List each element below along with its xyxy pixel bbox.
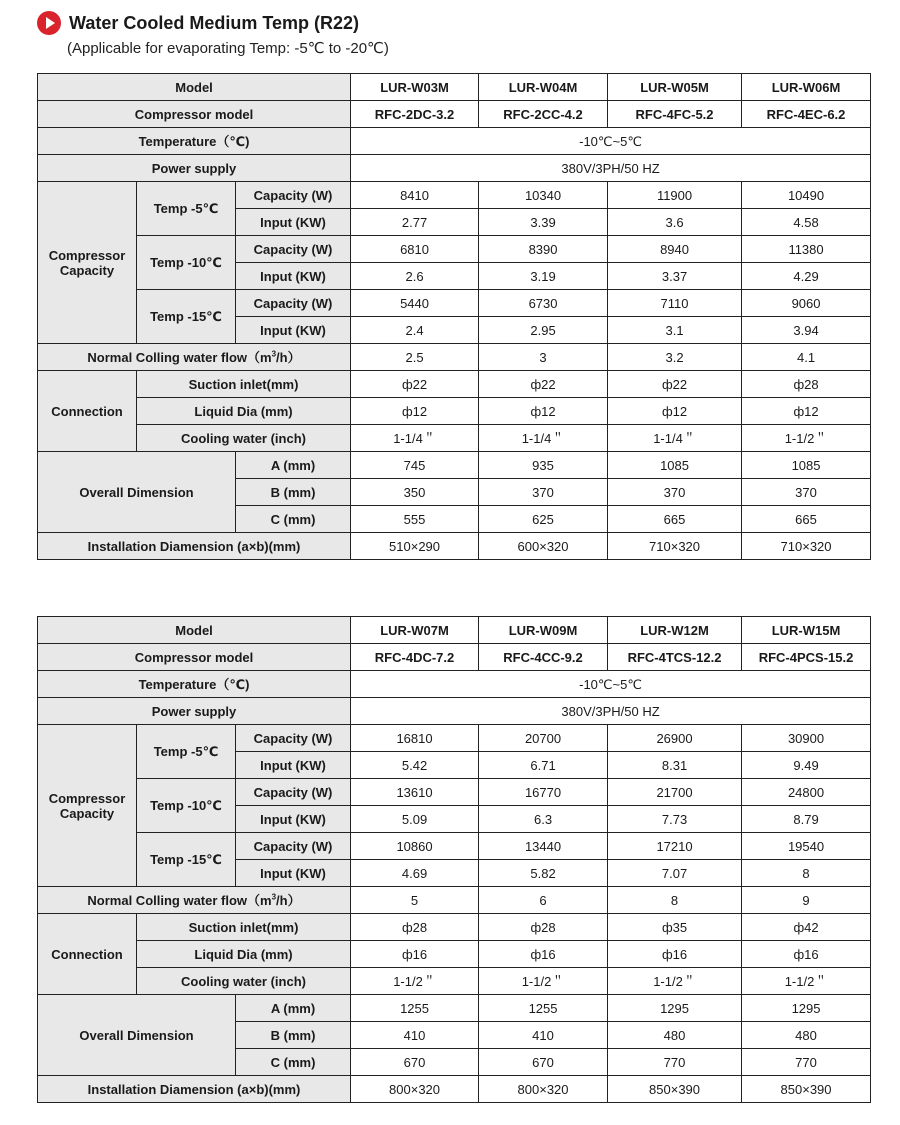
dimension-c-cell: 770 — [742, 1049, 871, 1076]
power-supply-value: 380V/3PH/50 HZ — [351, 155, 871, 182]
dimension-a-cell: 745 — [351, 452, 479, 479]
label-cooling-water: Cooling water (inch) — [137, 425, 351, 452]
input-cell: 3.1 — [608, 317, 742, 344]
capacity-m15-row — [38, 833, 871, 860]
water-flow-text: Normal Colling water flow（m — [87, 349, 272, 365]
input-cell: 5.09 — [351, 806, 479, 833]
compressor-model-row — [38, 644, 871, 671]
suction-cell: ф22 — [608, 371, 742, 398]
input-cell: 3.6 — [608, 209, 742, 236]
label-input-kw: Input (KW) — [236, 209, 351, 236]
model-name-cell: LUR-W09M — [479, 617, 608, 644]
capacity-cell: 10860 — [351, 833, 479, 860]
dimension-b-cell: 370 — [479, 479, 608, 506]
input-cell: 8.31 — [608, 752, 742, 779]
cooling-water-cell: 1-1/4＂ — [351, 425, 479, 452]
label-connection: Connection — [38, 914, 137, 995]
dimension-b-cell: 370 — [742, 479, 871, 506]
dimension-c-cell: 665 — [608, 506, 742, 533]
capacity-cell: 13440 — [479, 833, 608, 860]
page-subtitle: (Applicable for evaporating Temp: -5℃ to -20℃) — [67, 40, 389, 57]
water-flow-cell: 3.2 — [608, 344, 742, 371]
temperature-value: -10℃~5℃ — [351, 128, 871, 155]
dimension-a-cell: 1295 — [742, 995, 871, 1022]
temperature-row — [38, 128, 871, 155]
liquid-dia-cell: ф16 — [351, 941, 479, 968]
suction-row — [38, 914, 871, 941]
spec-table-2 — [37, 616, 871, 1103]
compressor-model-cell: RFC-4FC-5.2 — [608, 101, 742, 128]
label-capacity-w: Capacity (W) — [236, 779, 351, 806]
compressor-model-cell: RFC-2CC-4.2 — [479, 101, 608, 128]
dimension-c-cell: 555 — [351, 506, 479, 533]
installation-cell: 850×390 — [742, 1076, 871, 1103]
input-cell: 5.82 — [479, 860, 608, 887]
label-capacity-w: Capacity (W) — [236, 290, 351, 317]
label-input-kw: Input (KW) — [236, 806, 351, 833]
label-liquid-dia: Liquid Dia (mm) — [137, 398, 351, 425]
suction-cell: ф22 — [479, 371, 608, 398]
water-flow-cell: 3 — [479, 344, 608, 371]
model-name-cell: LUR-W05M — [608, 74, 742, 101]
label-overall-dimension: Overall Dimension — [38, 452, 236, 533]
input-cell: 8.79 — [742, 806, 871, 833]
water-flow-superscript: 3 — [271, 349, 277, 359]
label-input-kw: Input (KW) — [236, 752, 351, 779]
label-capacity-w: Capacity (W) — [236, 182, 351, 209]
model-name-cell: LUR-W12M — [608, 617, 742, 644]
label-model: Model — [38, 74, 351, 101]
model-name-cell: LUR-W07M — [351, 617, 479, 644]
input-cell: 3.39 — [479, 209, 608, 236]
power-supply-row — [38, 155, 871, 182]
capacity-cell: 8410 — [351, 182, 479, 209]
label-capacity-w: Capacity (W) — [236, 833, 351, 860]
capacity-cell: 9060 — [742, 290, 871, 317]
suction-row — [38, 371, 871, 398]
capacity-m10-row — [38, 779, 871, 806]
input-cell: 2.6 — [351, 263, 479, 290]
label-power-supply: Power supply — [38, 155, 351, 182]
label-dim-a: A (mm) — [236, 452, 351, 479]
dimension-a-cell: 935 — [479, 452, 608, 479]
capacity-cell: 13610 — [351, 779, 479, 806]
liquid-dia-cell: ф12 — [608, 398, 742, 425]
label-capacity-w: Capacity (W) — [236, 725, 351, 752]
liquid-row — [38, 398, 871, 425]
label-temp-m5: Temp -5℃ — [137, 725, 236, 779]
dimension-b-cell: 370 — [608, 479, 742, 506]
spec-table-1 — [37, 73, 871, 560]
installation-row — [38, 1076, 871, 1103]
input-cell: 2.4 — [351, 317, 479, 344]
label-model: Model — [38, 617, 351, 644]
dimension-c-cell: 665 — [742, 506, 871, 533]
capacity-m5-row — [38, 725, 871, 752]
capacity-m15-row — [38, 290, 871, 317]
water-flow-unit: /h） — [276, 349, 301, 365]
dimension-c-cell: 625 — [479, 506, 608, 533]
model-name-cell: LUR-W06M — [742, 74, 871, 101]
capacity-cell: 11900 — [608, 182, 742, 209]
installation-cell: 510×290 — [351, 533, 479, 560]
cooling-water-cell: 1-1/2＂ — [479, 968, 608, 995]
installation-cell: 800×320 — [479, 1076, 608, 1103]
compressor-model-cell: RFC-4EC-6.2 — [742, 101, 871, 128]
dimension-b-cell: 480 — [742, 1022, 871, 1049]
dimension-a-cell: 1255 — [479, 995, 608, 1022]
model-row — [38, 617, 871, 644]
label-water-flow — [38, 887, 351, 914]
label-dim-c: C (mm) — [236, 506, 351, 533]
label-water-flow — [38, 344, 351, 371]
label-temp-m10: Temp -10℃ — [137, 236, 236, 290]
input-cell: 2.77 — [351, 209, 479, 236]
input-cell: 7.73 — [608, 806, 742, 833]
compressor-model-cell: RFC-4CC-9.2 — [479, 644, 608, 671]
input-cell: 8 — [742, 860, 871, 887]
label-suction-inlet: Suction inlet(mm) — [137, 914, 351, 941]
title-row — [37, 10, 867, 36]
suction-cell: ф28 — [351, 914, 479, 941]
compressor-model-cell: RFC-2DC-3.2 — [351, 101, 479, 128]
label-connection: Connection — [38, 371, 137, 452]
input-cell: 3.94 — [742, 317, 871, 344]
label-dim-b: B (mm) — [236, 479, 351, 506]
power-supply-value: 380V/3PH/50 HZ — [351, 698, 871, 725]
play-icon — [37, 11, 61, 35]
water-flow-cell: 9 — [742, 887, 871, 914]
label-overall-dimension: Overall Dimension — [38, 995, 236, 1076]
compressor-model-cell: RFC-4TCS-12.2 — [608, 644, 742, 671]
input-cell: 2.95 — [479, 317, 608, 344]
input-cell: 6.71 — [479, 752, 608, 779]
dimension-b-cell: 410 — [351, 1022, 479, 1049]
suction-cell: ф28 — [742, 371, 871, 398]
liquid-dia-cell: ф16 — [479, 941, 608, 968]
input-cell: 9.49 — [742, 752, 871, 779]
dimension-b-cell: 410 — [479, 1022, 608, 1049]
capacity-cell: 16770 — [479, 779, 608, 806]
page-header — [37, 10, 867, 57]
power-supply-row — [38, 698, 871, 725]
label-temp-m15: Temp -15℃ — [137, 290, 236, 344]
capacity-cell: 24800 — [742, 779, 871, 806]
temperature-value: -10℃~5℃ — [351, 671, 871, 698]
dimension-a-cell: 1255 — [351, 995, 479, 1022]
dimension-a-cell: 1295 — [608, 995, 742, 1022]
label-dim-b: B (mm) — [236, 1022, 351, 1049]
dimension-b-cell: 480 — [608, 1022, 742, 1049]
suction-cell: ф42 — [742, 914, 871, 941]
input-cell: 7.07 — [608, 860, 742, 887]
water-flow-superscript: 3 — [271, 892, 277, 902]
liquid-dia-cell: ф16 — [608, 941, 742, 968]
water-flow-text: Normal Colling water flow（m — [87, 892, 272, 908]
model-name-cell: LUR-W03M — [351, 74, 479, 101]
capacity-cell: 10340 — [479, 182, 608, 209]
liquid-row — [38, 941, 871, 968]
label-compressor-capacity: Compressor Capacity — [38, 182, 137, 344]
label-compressor-model: Compressor model — [38, 644, 351, 671]
liquid-dia-cell: ф12 — [479, 398, 608, 425]
label-dim-a: A (mm) — [236, 995, 351, 1022]
water-flow-row — [38, 344, 871, 371]
capacity-cell: 17210 — [608, 833, 742, 860]
dimension-b-cell: 350 — [351, 479, 479, 506]
capacity-cell: 11380 — [742, 236, 871, 263]
installation-cell: 600×320 — [479, 533, 608, 560]
capacity-cell: 7110 — [608, 290, 742, 317]
label-temperature: Temperature（℃) — [38, 671, 351, 698]
compressor-model-cell: RFC-4PCS-15.2 — [742, 644, 871, 671]
label-input-kw: Input (KW) — [236, 263, 351, 290]
water-flow-row — [38, 887, 871, 914]
liquid-dia-cell: ф16 — [742, 941, 871, 968]
input-cell: 3.19 — [479, 263, 608, 290]
capacity-m5-row — [38, 182, 871, 209]
input-cell: 4.58 — [742, 209, 871, 236]
water-flow-cell: 8 — [608, 887, 742, 914]
label-installation: Installation Diamension (a×b)(mm) — [38, 1076, 351, 1103]
capacity-cell: 8940 — [608, 236, 742, 263]
water-flow-cell: 4.1 — [742, 344, 871, 371]
dim-a-row — [38, 995, 871, 1022]
input-cell: 3.37 — [608, 263, 742, 290]
installation-cell: 800×320 — [351, 1076, 479, 1103]
suction-cell: ф28 — [479, 914, 608, 941]
label-compressor-model: Compressor model — [38, 101, 351, 128]
model-name-cell: LUR-W15M — [742, 617, 871, 644]
capacity-cell: 6730 — [479, 290, 608, 317]
suction-cell: ф35 — [608, 914, 742, 941]
capacity-cell: 26900 — [608, 725, 742, 752]
cooling-water-cell: 1-1/2＂ — [742, 425, 871, 452]
label-temp-m15: Temp -15℃ — [137, 833, 236, 887]
cooling-water-cell: 1-1/2＂ — [742, 968, 871, 995]
installation-cell: 710×320 — [608, 533, 742, 560]
dimension-a-cell: 1085 — [742, 452, 871, 479]
label-capacity-w: Capacity (W) — [236, 236, 351, 263]
dimension-c-cell: 670 — [479, 1049, 608, 1076]
capacity-cell: 19540 — [742, 833, 871, 860]
liquid-dia-cell: ф12 — [742, 398, 871, 425]
capacity-cell: 21700 — [608, 779, 742, 806]
label-input-kw: Input (KW) — [236, 317, 351, 344]
dimension-a-cell: 1085 — [608, 452, 742, 479]
input-cell: 4.29 — [742, 263, 871, 290]
label-temperature: Temperature（℃) — [38, 128, 351, 155]
installation-cell: 710×320 — [742, 533, 871, 560]
page-title: Water Cooled Medium Temp (R22) — [69, 12, 360, 33]
compressor-model-cell: RFC-4DC-7.2 — [351, 644, 479, 671]
capacity-cell: 16810 — [351, 725, 479, 752]
suction-cell: ф22 — [351, 371, 479, 398]
capacity-m10-row — [38, 236, 871, 263]
capacity-cell: 6810 — [351, 236, 479, 263]
label-input-kw: Input (KW) — [236, 860, 351, 887]
label-power-supply: Power supply — [38, 698, 351, 725]
liquid-dia-cell: ф12 — [351, 398, 479, 425]
installation-cell: 850×390 — [608, 1076, 742, 1103]
label-liquid-dia: Liquid Dia (mm) — [137, 941, 351, 968]
label-temp-m5: Temp -5℃ — [137, 182, 236, 236]
water-flow-cell: 2.5 — [351, 344, 479, 371]
label-dim-c: C (mm) — [236, 1049, 351, 1076]
water-flow-cell: 5 — [351, 887, 479, 914]
model-row — [38, 74, 871, 101]
input-cell: 4.69 — [351, 860, 479, 887]
input-cell: 6.3 — [479, 806, 608, 833]
label-suction-inlet: Suction inlet(mm) — [137, 371, 351, 398]
cooling-row — [38, 425, 871, 452]
model-name-cell: LUR-W04M — [479, 74, 608, 101]
water-flow-cell: 6 — [479, 887, 608, 914]
installation-row — [38, 533, 871, 560]
label-installation: Installation Diamension (a×b)(mm) — [38, 533, 351, 560]
capacity-cell: 20700 — [479, 725, 608, 752]
label-temp-m10: Temp -10℃ — [137, 779, 236, 833]
capacity-cell: 10490 — [742, 182, 871, 209]
cooling-water-cell: 1-1/4＂ — [608, 425, 742, 452]
cooling-water-cell: 1-1/2＂ — [608, 968, 742, 995]
temperature-row — [38, 671, 871, 698]
water-flow-unit: /h） — [276, 892, 301, 908]
label-compressor-capacity: Compressor Capacity — [38, 725, 137, 887]
cooling-water-cell: 1-1/2＂ — [351, 968, 479, 995]
input-cell: 5.42 — [351, 752, 479, 779]
compressor-model-row — [38, 101, 871, 128]
capacity-cell: 8390 — [479, 236, 608, 263]
cooling-water-cell: 1-1/4＂ — [479, 425, 608, 452]
dim-a-row — [38, 452, 871, 479]
dimension-c-cell: 770 — [608, 1049, 742, 1076]
label-cooling-water: Cooling water (inch) — [137, 968, 351, 995]
capacity-cell: 30900 — [742, 725, 871, 752]
cooling-row — [38, 968, 871, 995]
dimension-c-cell: 670 — [351, 1049, 479, 1076]
capacity-cell: 5440 — [351, 290, 479, 317]
